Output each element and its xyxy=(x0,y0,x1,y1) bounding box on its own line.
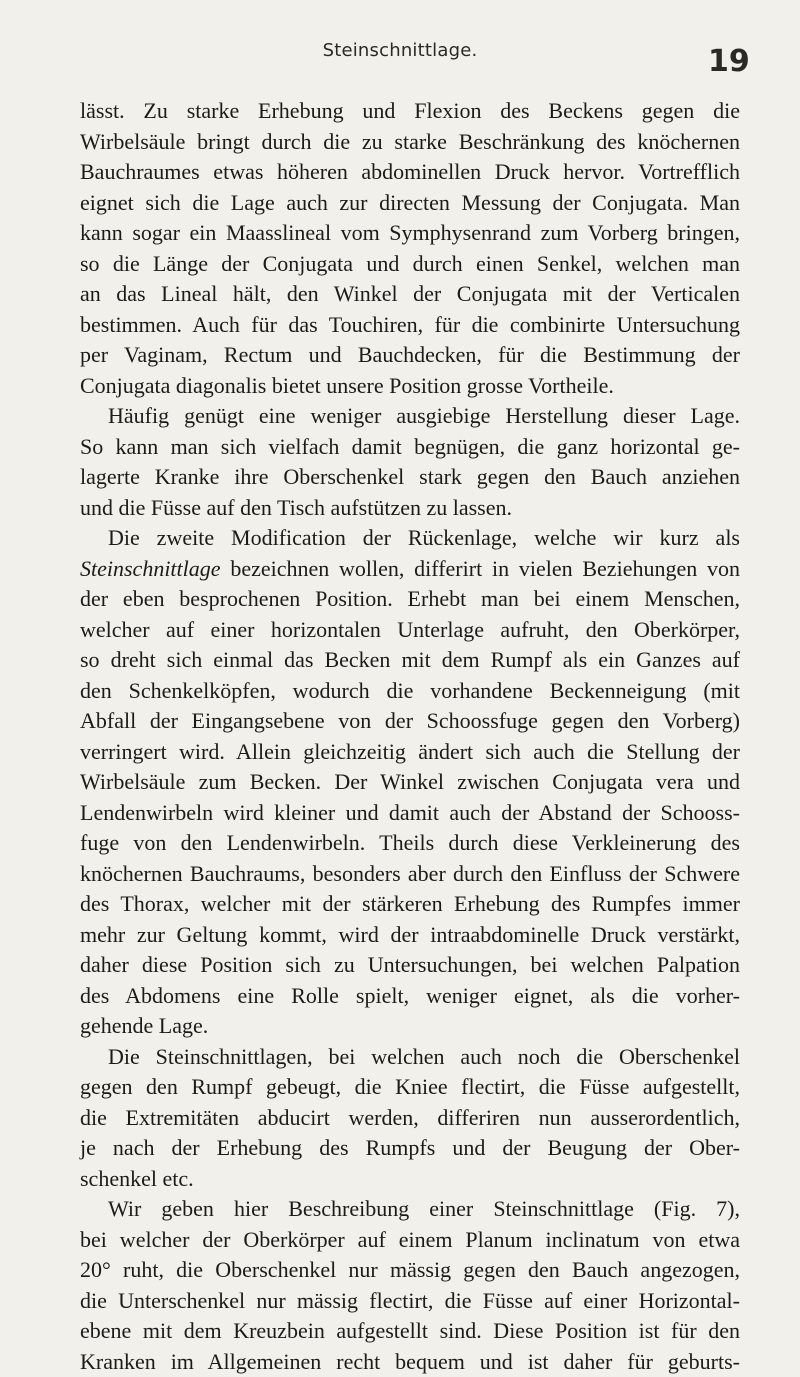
text-line: Lendenwirbeln wird kleiner und damit auch der Abstand der Schooss- xyxy=(80,798,740,829)
text-line: gehende Lage. xyxy=(80,1011,740,1042)
text-line: des Thorax, welcher mit der stärkeren Erhebung des Rumpfes immer xyxy=(80,889,740,920)
text-line: der eben besprochenen Position. Erhebt man bei einem Menschen, xyxy=(80,584,740,615)
paragraph xyxy=(80,523,740,1042)
text-line: eignet sich die Lage auch zur directen Messung der Conjugata. Man xyxy=(80,188,740,219)
text-line: knöchernen Bauchraums, besonders aber durch den Einfluss der Schwere xyxy=(80,859,740,890)
text-line-rest: bezeichnen wollen, differirt in vielen Beziehungen von xyxy=(230,556,740,581)
text-line: welcher auf einer horizontalen Unterlage aufruht, den Oberkörper, xyxy=(80,615,740,646)
text-line: des Abdomens eine Rolle spielt, weniger eignet, als die vorher- xyxy=(80,981,740,1012)
text-line: und die Füsse auf den Tisch aufstützen zu lassen. xyxy=(80,493,740,524)
text-line: schenkel etc. xyxy=(80,1164,740,1195)
text-line: 20° ruht, die Oberschenkel nur mässig gegen den Bauch angezogen, xyxy=(80,1255,740,1286)
text-line: gegen den Rumpf gebeugt, die Kniee flectirt, die Füsse aufgestellt, xyxy=(80,1072,740,1103)
text-line: Die zweite Modification der Rückenlage, welche wir kurz als xyxy=(80,523,740,554)
text-line: verringert wird. Allein gleichzeitig ändert sich auch die Stellung der xyxy=(80,737,740,768)
text-line: bestimmen. Auch für das Touchiren, für die combinirte Untersuchung xyxy=(80,310,740,341)
text-line: den Schenkelköpfen, wodurch die vorhandene Beckenneigung (mit xyxy=(80,676,740,707)
text-line: an das Lineal hält, den Winkel der Conjugata mit der Verticalen xyxy=(80,279,740,310)
text-line-with-term xyxy=(80,554,740,585)
italic-term: Steinschnittlage xyxy=(80,556,221,581)
text-line: Conjugata diagonalis bietet unsere Position grosse Vortheile. xyxy=(80,371,740,402)
text-line: Kranken im Allgemeinen recht bequem und ist daher für geburts- xyxy=(80,1347,740,1377)
page-number: 19 xyxy=(708,44,750,79)
text-line: Bauchraumes etwas höheren abdominellen Druck hervor. Vortrefflich xyxy=(80,157,740,188)
text-line: daher diese Position sich zu Untersuchungen, bei welchen Palpation xyxy=(80,950,740,981)
text-line: bei welcher der Oberkörper auf einem Planum inclinatum von etwa xyxy=(80,1225,740,1256)
text-line: Wirbelsäule bringt durch die zu starke Beschränkung des knöchernen xyxy=(80,127,740,158)
text-line: mehr zur Geltung kommt, wird der intraabdominelle Druck verstärkt, xyxy=(80,920,740,951)
paragraph xyxy=(80,1042,740,1195)
text-line: So kann man sich vielfach damit begnügen, die ganz horizontal ge- xyxy=(80,432,740,463)
text-line: so dreht sich einmal das Becken mit dem Rumpf als ein Ganzes auf xyxy=(80,645,740,676)
text-line: kann sogar ein Maasslineal vom Symphysenrand zum Vorberg bringen, xyxy=(80,218,740,249)
running-title: Steinschnittlage. xyxy=(250,40,550,61)
text-line: lagerte Kranke ihre Oberschenkel stark gegen den Bauch anziehen xyxy=(80,462,740,493)
text-line: je nach der Erhebung des Rumpfs und der Beugung der Ober- xyxy=(80,1133,740,1164)
text-line: die Extremitäten abducirt werden, differiren nun ausserordentlich, xyxy=(80,1103,740,1134)
text-line: Die Steinschnittlagen, bei welchen auch noch die Oberschenkel xyxy=(80,1042,740,1073)
text-line: Abfall der Eingangsebene von der Schoossfuge gegen den Vorberg) xyxy=(80,706,740,737)
body-text xyxy=(80,96,740,1377)
text-line: fuge von den Lendenwirbeln. Theils durch diese Verkleinerung des xyxy=(80,828,740,859)
text-line: Häufig genügt eine weniger ausgiebige Herstellung dieser Lage. xyxy=(80,401,740,432)
text-line: die Unterschenkel nur mässig flectirt, die Füsse auf einer Horizontal- xyxy=(80,1286,740,1317)
paragraph xyxy=(80,96,740,401)
paragraph xyxy=(80,1194,740,1377)
text-line: lässt. Zu starke Erhebung und Flexion des Beckens gegen die xyxy=(80,96,740,127)
text-line: per Vaginam, Rectum und Bauchdecken, für die Bestimmung der xyxy=(80,340,740,371)
text-line: Wir geben hier Beschreibung einer Steinschnittlage (Fig. 7), xyxy=(80,1194,740,1225)
text-line: Wirbelsäule zum Becken. Der Winkel zwischen Conjugata vera und xyxy=(80,767,740,798)
paragraph xyxy=(80,401,740,523)
text-line: ebene mit dem Kreuzbein aufgestellt sind. Diese Position ist für den xyxy=(80,1316,740,1347)
text-line: so die Länge der Conjugata und durch einen Senkel, welchen man xyxy=(80,249,740,280)
